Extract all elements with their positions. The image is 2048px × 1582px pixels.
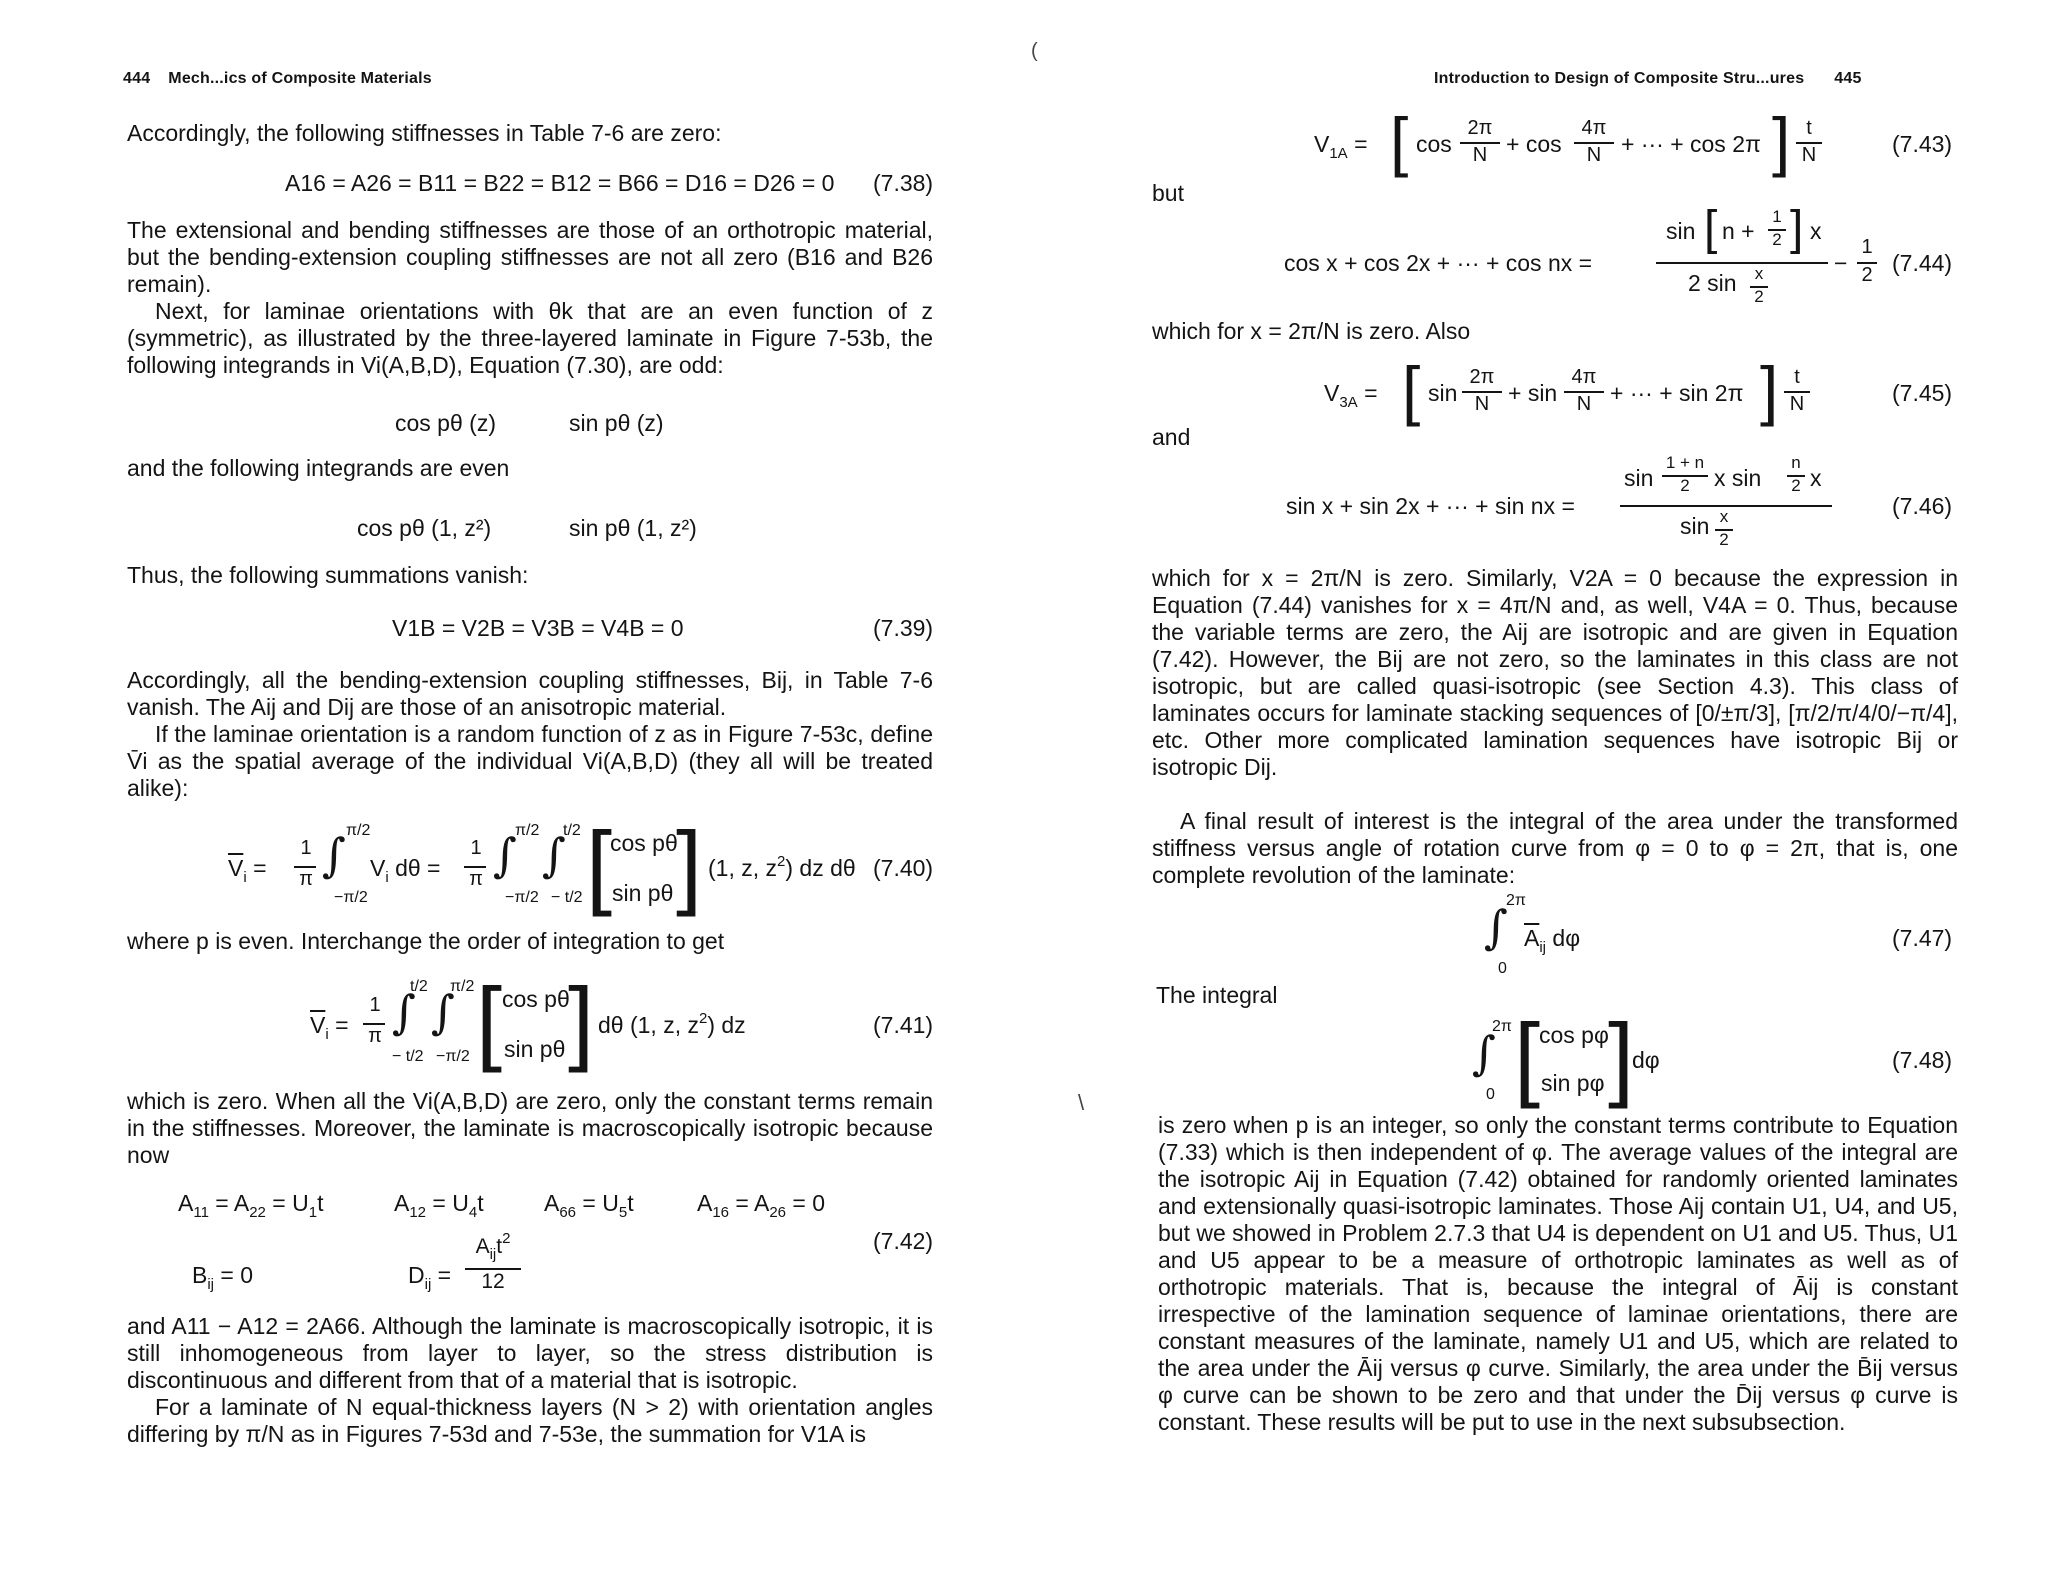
left-paragraph-11: For a laminate of N equal-thickness layers (N > 2) with orientation angles differing by π/N as in Figures 7-53d and 7-53e, the summation for V1A is: [127, 1394, 933, 1447]
left-paragraph-2: The extensional and bending stiffnesses are those of an orthotropic material, but the bending-extension coupling stiffnesses are not all zero (B16 and B26 remain).: [127, 217, 933, 297]
equation-number-7-46: (7.46): [1892, 493, 1953, 519]
right-and: and: [1152, 424, 1191, 450]
right-page: Introduction to Design of Composite Stru...ures 445 $V_{1A}$ = [ cos 2π N + cos 4π N + ··· + cos 2π ] t N (7.43) but cos x + cos 2x + ··· + cos nx = sin [ n + 1 2 ] x 2 sin x 2 − 1 2 (7.44) which for x = 2π/N is zero. Also $V_{3A}$ = [ sin 2π N + sin 4π N + ··· + sin 2π ] t N (7.45) and sin x + sin 2x + ··· + sin nx = sin 1 + n 2 x sin n 2 x sin x 2 (7.46) which for x = 2π/N is zero. Similarly, V2A = 0 because the expression in Equation (7.44) vanishes for x = 4π/N and, as well, V4A = 0. Thus, because the variable terms are zero, the Aij are isotropic and are given in Equation (7.42). However, the Bij are not zero, so the laminates in this class are not isotropic, but are called quasi-isotropic (see Section 4.3). This class of laminates occurs for laminate stacking sequences of [0/±π/3], [π/2/π/4/0/−π/4], etc. Other more complicated lamination sequences have isotropic Bij or isotropic Dij. A final result of interest is the integral of the area under the transformed stiffness versus angle of rotation curve from φ = 0 to φ = 2π, that is, one complete revolution of the laminate: ∫ 2π 0 $\overline{A}_{ij}$ dφ (7.47) The integral ∫ 2π 0 [ cos pφ sin pφ ] dφ (7.48) is zero when p is an integer, so only the constant terms contribute to Equation (7.33) which is then independent of φ. The average values of the integral are the isotropic Aij in Equation (7.42) obtained for randomly oriented laminates and extensionally quasi-isotropic laminates. Those Aij contain U1, U4, and U5, but we showed in Problem 2.7.3 that U4 is dependent on U1 and U5. Thus, U1 and U5 appear to be a measure of orthotropic laminates as well as of orthotropic materials. That is, because the integral of Āij is constant irrespective of the lamination sequence of laminae orientations, there are constant measures of the laminate, namely U1 and U5, which are related to the area under the Āij versus φ curve. Similarly, the area under the B̄ij versus φ curve can be shown to be zero and that under the D̄ij versus φ curve is constant. These results will be put to use in the next subsubsection.: [1152, 70, 1958, 1435]
left-page-number: 444: [123, 70, 151, 87]
right-but: but: [1152, 180, 1184, 206]
left-paragraph-7: If the laminae orientation is a random function of z as in Figure 7-53c, define V̄i as the spatial average of the individual Vi(A,B,D) (they all will be treated alike):: [127, 721, 933, 801]
equation-number-7-48: (7.48): [1892, 1047, 1953, 1073]
equation-7-39: V1B = V2B = V3B = V4B = 0: [392, 615, 684, 641]
left-paragraph-6: Accordingly, all the bending-extension coupling stiffnesses, Bij, in Table 7-6 vanish. The Aij and Dij are those of an anisotropic material.: [127, 667, 933, 720]
left-paragraph-4: and the following integrands are even: [127, 455, 510, 481]
left-running-header: [123, 70, 432, 88]
gutter-mark: \: [1078, 1090, 1085, 1115]
left-running-head: Mech...ics of Composite Materials: [168, 70, 432, 87]
equation-number-7-44: (7.44): [1892, 250, 1953, 276]
equation-number-7-42: (7.42): [873, 1228, 934, 1254]
left-paragraph-8: where p is even. Interchange the order of integration to get: [127, 928, 725, 954]
right-paragraph-1: which for x = 2π/N is zero. Also: [1152, 318, 1471, 344]
left-paragraph-1: Accordingly, the following stiffnesses in Table 7-6 are zero:: [127, 120, 722, 146]
equation-number-7-38: (7.38): [873, 170, 934, 196]
equation-number-7-47: (7.47): [1892, 925, 1953, 951]
right-paragraph-4: The integral: [1156, 982, 1278, 1008]
left-paragraph-5: Thus, the following summations vanish:: [127, 562, 529, 588]
right-paragraph-2: which for x = 2π/N is zero. Similarly, V2A = 0 because the expression in Equation (7.44) vanishes for x = 4π/N and, as well, V4A = 0. Thus, because the variable terms are zero, the Aij are isotropic and are given in Equation (7.42). However, the Bij are not zero, so the laminates in this class are not isotropic, but are called quasi-isotropic (see Section 4.3). This class of laminates occurs for laminate stacking sequences of [0/±π/3], [π/2/π/4/0/−π/4], etc. Other more complicated lamination sequences have isotropic Bij or isotropic Dij.: [1152, 565, 1958, 780]
equation-number-7-43: (7.43): [1892, 131, 1953, 157]
right-running-header: [1434, 70, 1862, 88]
odd-integrand-sin: sin pθ (z): [569, 410, 664, 436]
left-page: 444 Mech...ics of Composite Materials Accordingly, the following stiffnesses in Table 7-6 are zero: A16 = A26 = B11 = B22 = B12 = B66 = D16 = D26 = 0 (7.38) The extensional and bending stiffnesses are those of an orthotropic material, but the bending-extension coupling stiffnesses are not all zero (B16 and B26 remain). Next, for laminae orientations with θk that are an even function of z (symmetric), as illustrated by the three-layered laminate in Figure 7-53b, the following integrands in Vi(A,B,D), Equation (7.30), are odd: cos pθ (z) sin pθ (z) and the following integrands are even cos pθ (1, z²) sin pθ (1, z²) Thus, the following summations vanish: V1B = V2B = V3B = V4B = 0 (7.39) Accordingly, all the bending-extension coupling stiffnesses, Bij, in Table 7-6 vanish. The Aij and Dij are those of an anisotropic material. If the laminae orientation is a random function of z as in Figure 7-53c, define V̄i as the spatial average of the individual Vi(A,B,D) (they all will be treated alike): $\overline{V}_i$ = 1 π ∫ π/2 −π/2 $V_i$ dθ = 1 π ∫ π/2 −π/2 ∫ t/2 − t/2 [ cos pθ sin pθ ] (1, z, $z^2$) dz dθ (7.40) where p is even. Interchange the order of integration to get $\overline{V}_i$ = 1 π ∫ t/2 − t/2 ∫ π/2 −π/2 [ cos pθ sin pθ ] dθ (1, z, $z^2$) dz (7.41) which is zero. When all the Vi(A,B,D) are zero, only the constant terms remain in the stiffnesses. Moreover, the laminate is macroscopically isotropic because now $A_{11} = A_{22} = U_1t$ $A_{12} = U_4t$ $A_{66} = U_5t$ $A_{16} = A_{26} = 0$ $B_{ij} = 0$ $D_{ij}$ = $A_{ij}t^2$ 12 (7.42) and A11 − A12 = 2A66. Although the laminate is macroscopically isotropic, it is still inhomogeneous from layer to layer, so the stress distribution is discontinuous and different from that of a material that is isotropic. For a laminate of N equal-thickness layers (N > 2) with orientation angles differing by π/N as in Figures 7-53d and 7-53e, the summation for V1A is: [123, 70, 934, 1447]
right-paragraph-5: is zero when p is an integer, so only the constant terms contribute to Equation (7.33) which is then independent of φ. The average values of the integral are the isotropic Aij in Equation (7.42) obtained for randomly oriented laminates and extensionally quasi-isotropic laminates. Those Aij contain U1, U4, and U5, but we showed in Problem 2.7.3 that U4 is dependent on U1 and U5. Thus, U1 and U5 appear to be a measure of orthotropic laminates as well as of orthotropic materials. That is, because the integral of Āij is constant irrespective of the lamination sequence of laminae orientations, there are constant measures of the laminate, namely U1 and U5, which are related to the area under the Āij versus φ curve. Similarly, the area under the B̄ij versus φ curve can be shown to be zero and that under the D̄ij versus φ curve is constant. These results will be put to use in the next subsubsection.: [1158, 1112, 1958, 1435]
left-paragraph-3: Next, for laminae orientations with θk that are an even function of z (symmetric), as illustrated by the three-layered laminate in Figure 7-53b, the following integrands in Vi(A,B,D), Equation (7.30), are odd:: [127, 298, 933, 378]
equation-number-7-45: (7.45): [1892, 380, 1953, 406]
left-paragraph-9: which is zero. When all the Vi(A,B,D) are zero, only the constant terms remain in the stiffnesses. Moreover, the laminate is macroscopically isotropic because now: [127, 1088, 933, 1168]
left-paragraph-10: and A11 − A12 = 2A66. Although the laminate is macroscopically isotropic, it is still inhomogeneous from layer to layer, so the stress distribution is discontinuous and different from that of a material that is isotropic.: [127, 1313, 933, 1393]
gutter-mark: (: [1031, 40, 1038, 62]
right-page-number: 445: [1834, 70, 1862, 87]
even-integrand-cos: cos pθ (1, z²): [357, 515, 492, 541]
even-integrand-sin: sin pθ (1, z²): [569, 515, 697, 541]
right-paragraph-3: A final result of interest is the integral of the area under the transformed stiffness versus angle of rotation curve from φ = 0 to φ = 2π, that is, one complete revolution of the laminate:: [1152, 808, 1958, 888]
odd-integrand-cos: cos pθ (z): [395, 410, 496, 436]
right-running-head: Introduction to Design of Composite Stru...ures: [1434, 70, 1805, 87]
equation-number-7-40: (7.40): [873, 855, 934, 881]
equation-7-38: A16 = A26 = B11 = B22 = B12 = B66 = D16 = D26 = 0: [285, 170, 835, 196]
equation-number-7-41: (7.41): [873, 1012, 934, 1038]
equation-number-7-39: (7.39): [873, 615, 934, 641]
